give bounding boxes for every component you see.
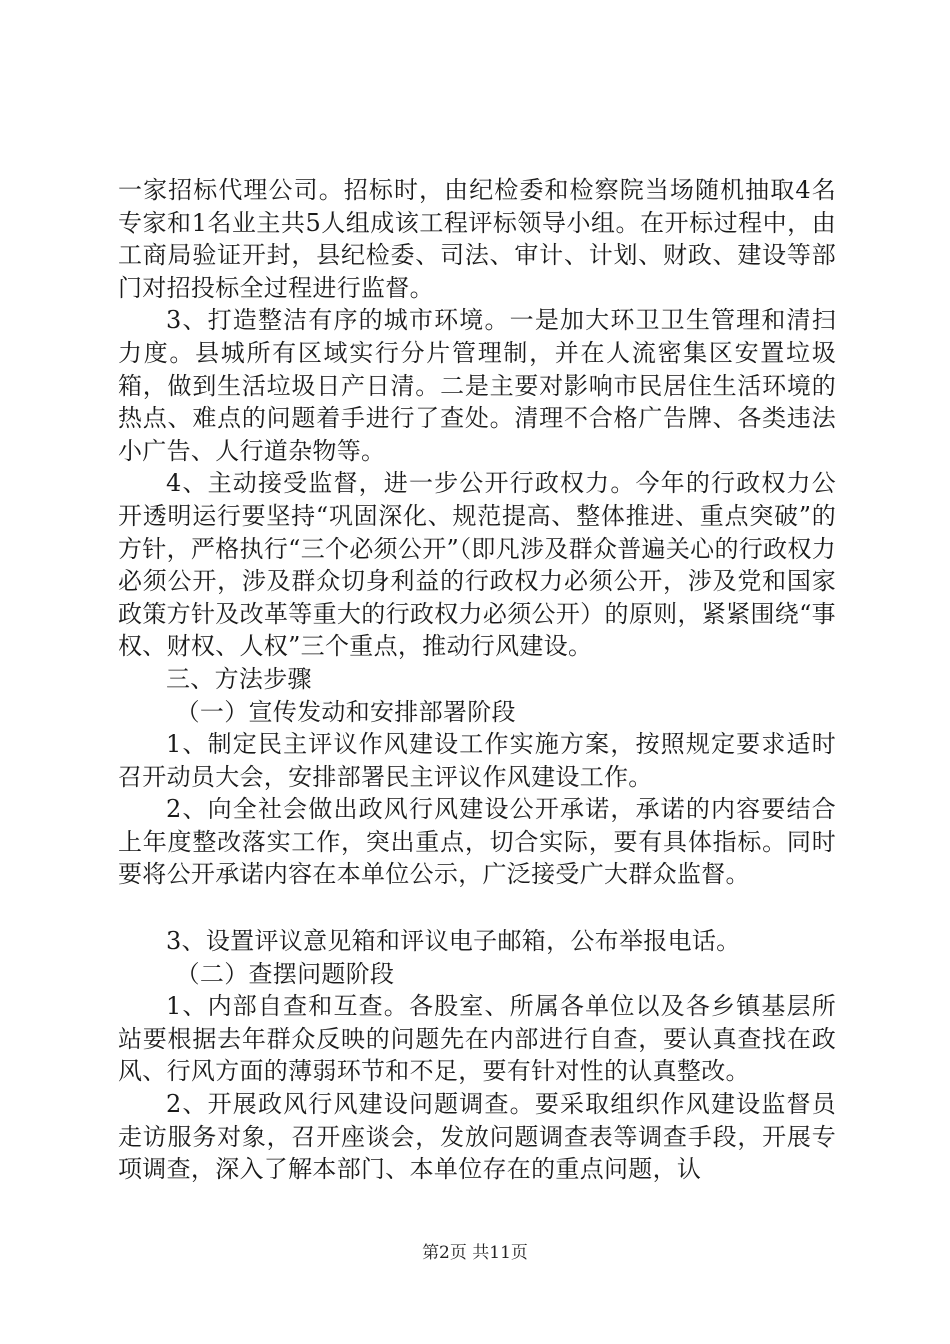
paragraph-plan: 1、制定民主评议作风建设工作实施方案，按照规定要求适时召开动员大会，安排部署民主评议作风建设工作。 <box>118 730 836 791</box>
paragraph-investigation: 2、开展政风行风建设问题调查。要采取组织作风建设监督员走访服务对象，召开座谈会，发放问题调查表等调查手段，开展专项调查，深入了解本部门、本单位存在的重点问题，认 <box>118 1090 836 1184</box>
page-number: 第2页 共11页 <box>422 1243 528 1263</box>
paragraph-opinion-box: 3、设置评议意见箱和评议电子邮箱，公布举报电话。 <box>166 927 741 956</box>
document-body <box>118 174 836 1186</box>
subheading-problem-stage: （二）查摆问题阶段 <box>175 959 395 988</box>
paragraph-gap <box>118 891 836 925</box>
paragraph-supervision: 4、主动接受监督，进一步公开行政权力。今年的行政权力公开透明运行要坚持“巩固深化、规范提高、整体推进、重点突破”的方针，严格执行“三个必须公开”（即凡涉及群众普遍关心的行政权力必须公开，涉及群众切身利益的行政权力必须公开，涉及党和国家政策方针及改革等重大的行政权力必须公开）的原则，紧紧围绕“事权、财权、人权”三个重点，推动行风建设。 <box>118 469 836 661</box>
paragraph-self-check: 1、内部自查和互查。各股室、所属各单位以及各乡镇基层所站要根据去年群众反映的问题先在内部进行自查，要认真查找在政风、行风方面的薄弱环节和不足，要有针对性的认真整改。 <box>118 992 836 1086</box>
paragraph-continuation: 一家招标代理公司。招标时，由纪检委和检察院当场随机抽取4名专家和1名业主共5人组成该工程评标领导小组。在开标过程中，由工商局验证开封，县纪检委、司法、审计、计划、财政、建设等部门对招投标全过程进行监督。 <box>118 176 836 302</box>
section-heading-methods: 三、方法步骤 <box>166 664 312 693</box>
page-footer <box>0 1242 950 1264</box>
paragraph-city-environment: 3、打造整洁有序的城市环境。一是加大环卫卫生管理和清扫力度。县城所有区域实行分片管理制，并在人流密集区安置垃圾箱，做到生活垃圾日产日清。二是主要对影响市民居住生活环境的热点、难点的问题着手进行了查处。清理不合格广告牌、各类违法小广告、人行道杂物等。 <box>118 306 836 465</box>
subheading-publicity-stage: （一）宣传发动和安排部署阶段 <box>175 697 516 726</box>
paragraph-public-commitment: 2、向全社会做出政风行风建设公开承诺，承诺的内容要结合上年度整改落实工作，突出重点，切合实际，要有具体指标。同时要将公开承诺内容在本单位公示，广泛接受广大群众监督。 <box>118 795 836 889</box>
